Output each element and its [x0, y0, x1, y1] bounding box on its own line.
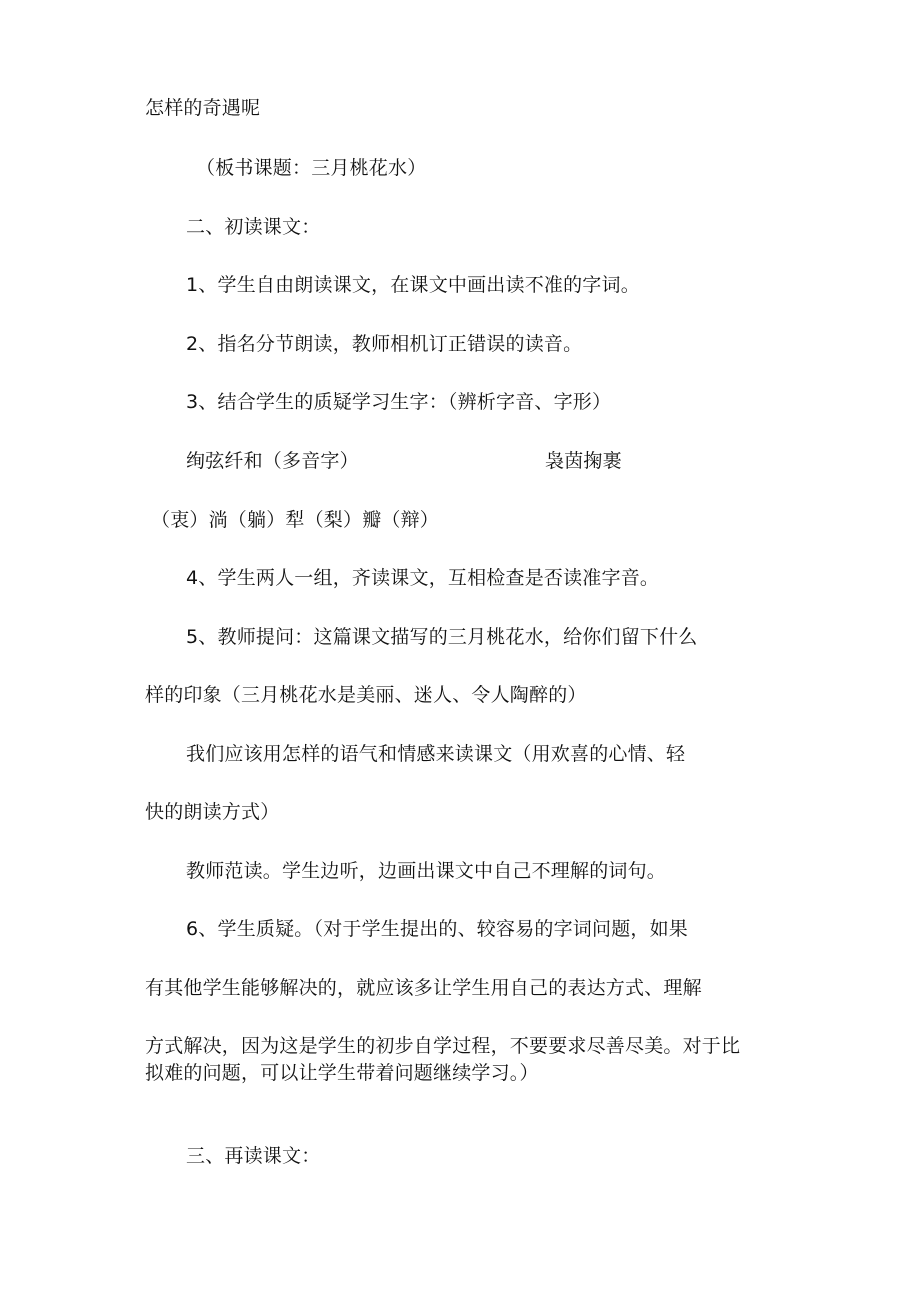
text-line: 2、指名分节朗读，教师相机订正错误的读音。 [186, 333, 583, 355]
text-line: 5、教师提问：这篇课文描写的三月桃花水，给你们留下什么 [186, 626, 698, 648]
text-line: 3、结合学生的质疑学习生字：（辨析字音、字形） [186, 391, 612, 413]
text-line: 6、学生质疑。（对于学生提出的、较容易的字词问题，如果 [186, 918, 688, 940]
text-line: 4、学生两人一组，齐读课文，互相检查是否读准字音。 [186, 567, 660, 589]
text-line: 快的朗读方式） [145, 801, 280, 823]
text-line: 方式解决，因为这是学生的初步自学过程，不要要求尽善尽美。对于比 [145, 1035, 741, 1057]
section-heading: 二、初读课文： [186, 216, 321, 238]
text-line: 1、学生自由朗读课文，在课文中画出读不准的字词。 [186, 274, 640, 296]
text-line: 绚弦纤和（多音字） [186, 450, 359, 472]
text-line: 拟难的问题，可以让学生带着问题继续学习。） [145, 1062, 539, 1084]
text-line: 有其他学生能够解决的，就应该多让学生用自己的表达方式、理解 [145, 977, 702, 999]
text-line: 袅茵掬裹 [545, 450, 622, 472]
text-line: 我们应该用怎样的语气和情感来读课文（用欢喜的心情、轻 [186, 743, 686, 765]
text-line: 样的印象（三月桃花水是美丽、迷人、令人陶醉的） [145, 684, 587, 706]
text-line: 教师范读。学生边听，边画出课文中自己不理解的词句。 [186, 860, 667, 882]
section-heading: 三、再读课文： [186, 1145, 321, 1167]
text-line: 怎样的奇遇呢 [145, 97, 261, 119]
text-line: （板书课题：三月桃花水） [196, 157, 427, 179]
text-line: （衷）淌（躺）犁（梨）瓣（辩） [151, 509, 440, 531]
